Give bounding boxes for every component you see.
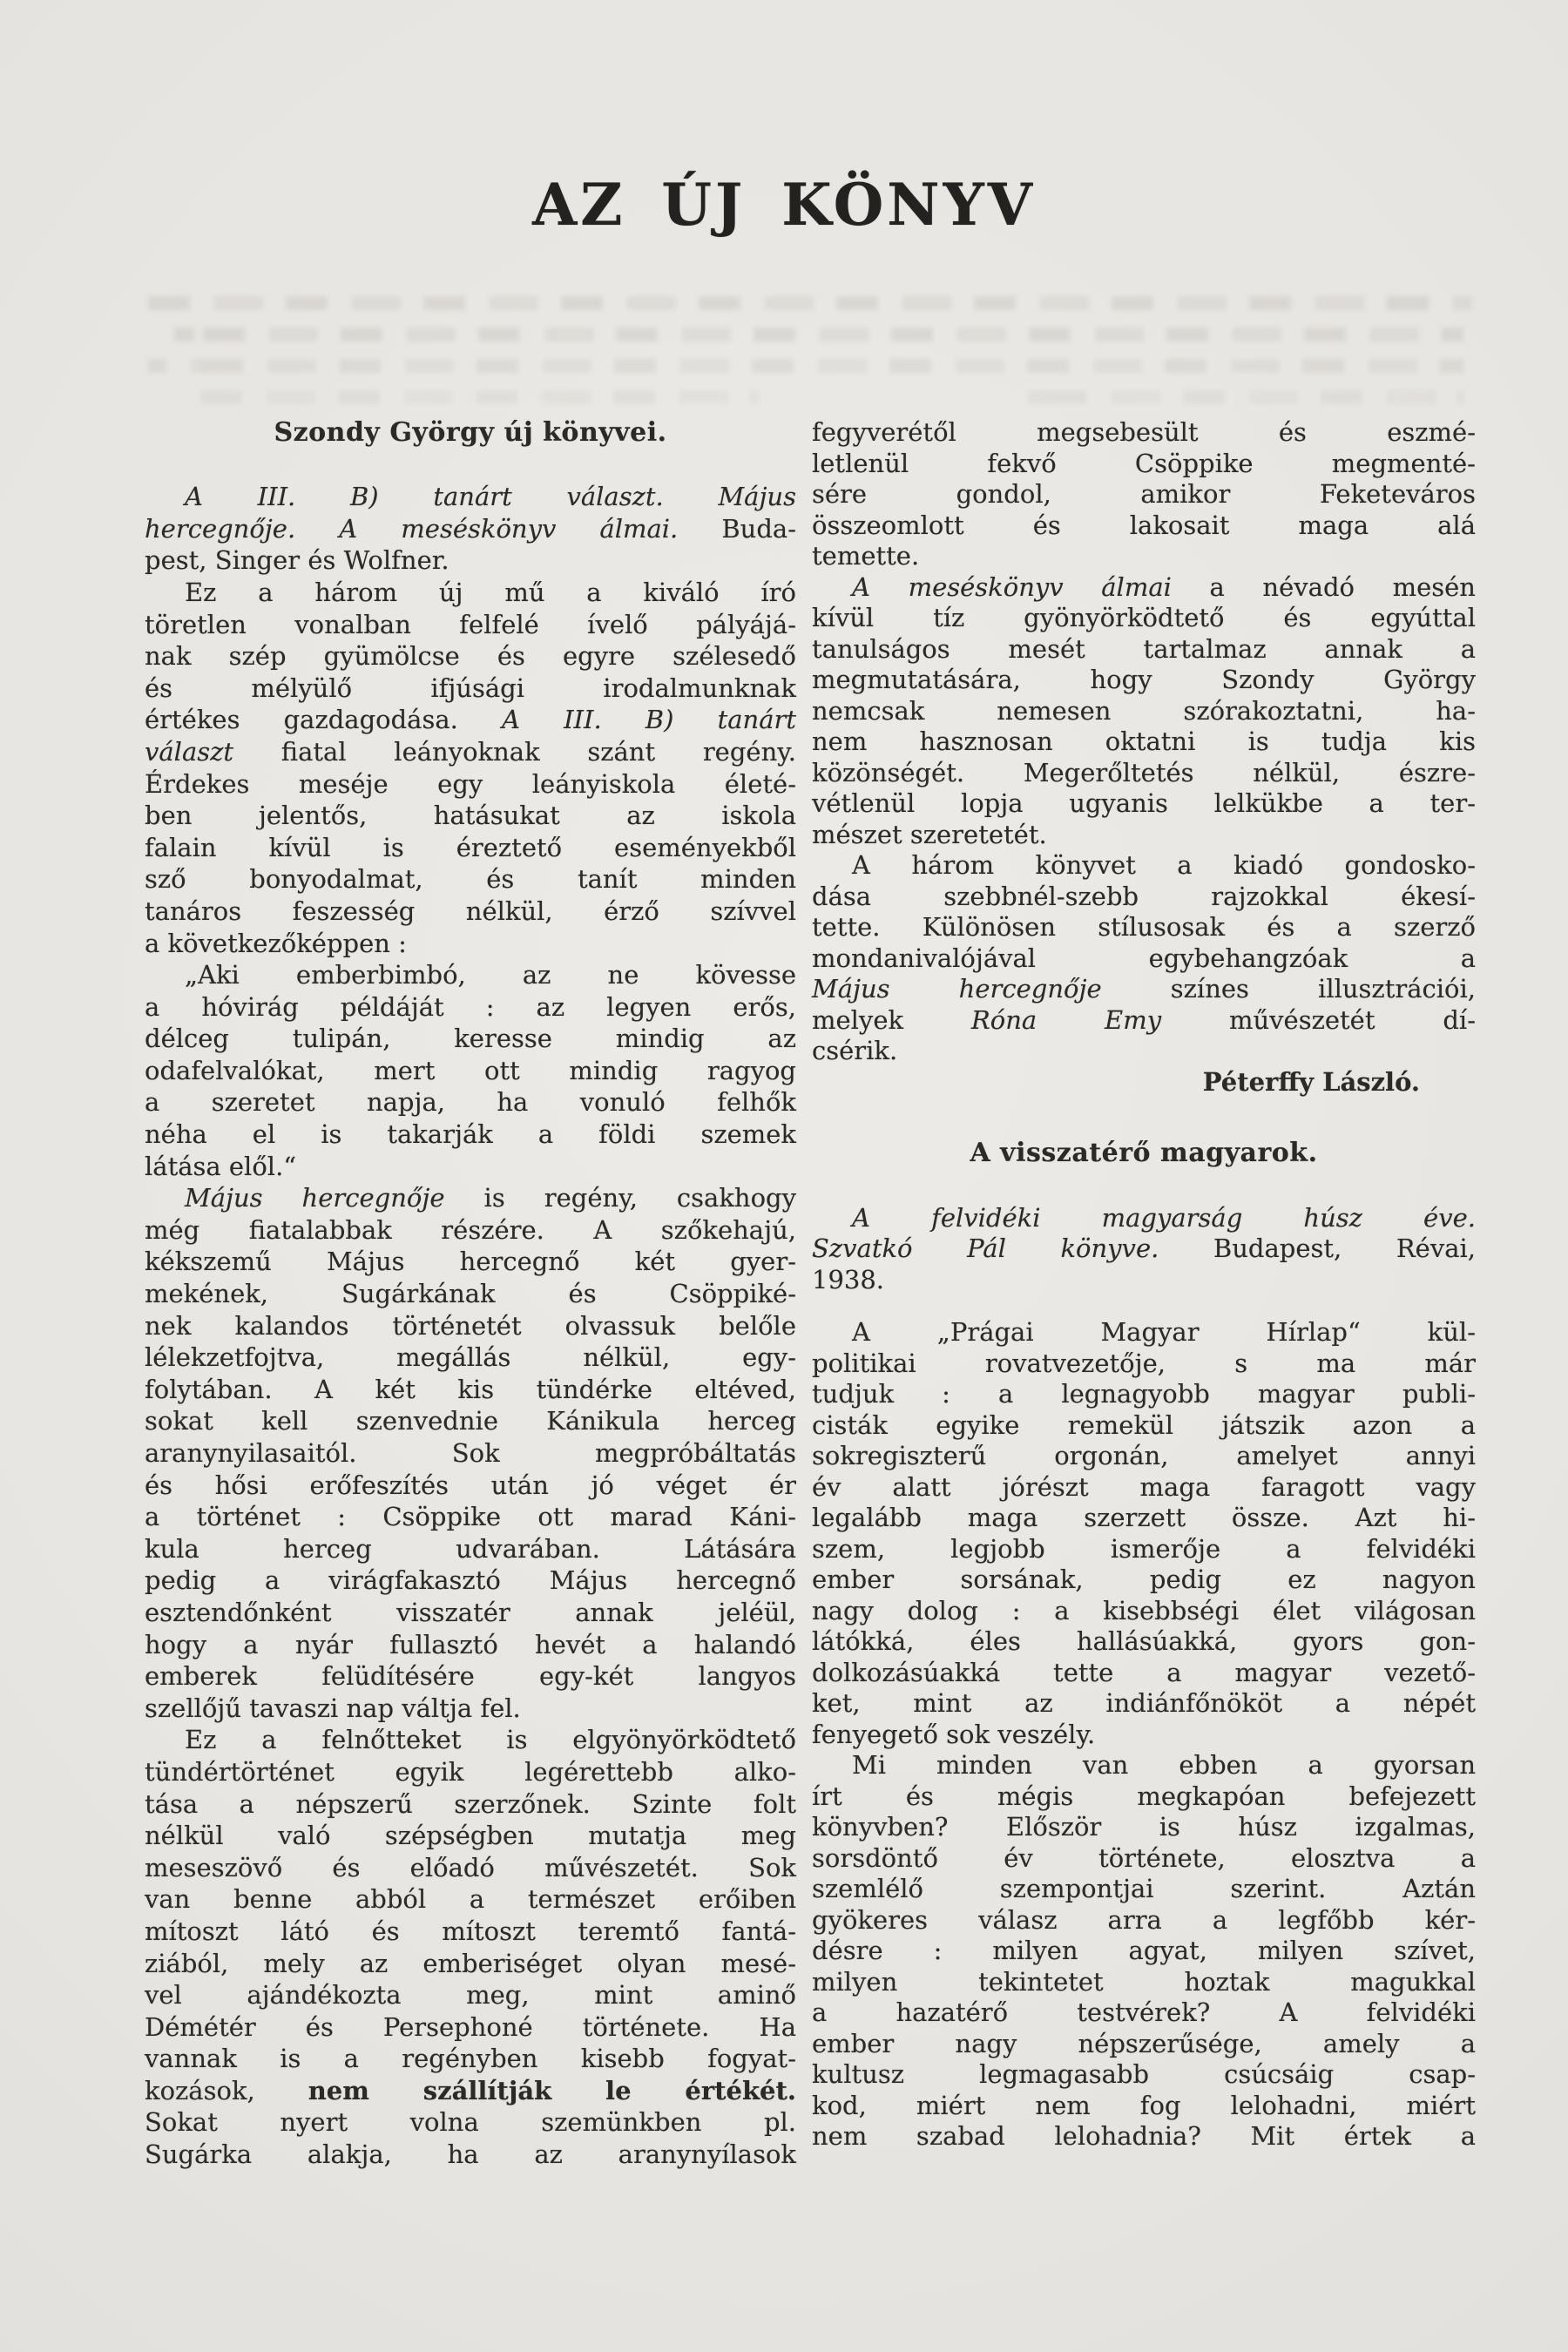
text-line	[812, 727, 1476, 758]
text-line	[812, 2059, 1476, 2091]
text-line	[145, 1693, 796, 1725]
text-line	[812, 850, 1476, 882]
text-run: ben jelentős, hatásukat az iskola	[145, 801, 796, 831]
text-run: pest, Singer és Wolfner.	[145, 545, 449, 576]
text-run: vannak is a regényben kisebb fogyat-	[145, 2044, 796, 2074]
text-run: színes illusztrációi,	[1101, 974, 1476, 1004]
text-line	[145, 1820, 796, 1852]
text-line	[145, 513, 796, 545]
text-line	[812, 1379, 1476, 1410]
text-line	[812, 912, 1476, 943]
text-run: Buda-	[678, 513, 797, 544]
bleedthrough-ghost-line	[1028, 390, 1463, 404]
text-run: ziából, mely az emberiséget olyan mesé-	[145, 1948, 796, 1978]
text-run: tette. Különösen stílusosak és a szerző	[812, 912, 1476, 942]
text-run: lélekzetfojtva, megállás nélkül, egy-	[145, 1342, 796, 1373]
text-run: dása szebbnél-szebb rajzokkal ékesí-	[812, 881, 1476, 911]
text-run: sorsdöntő év története, elosztva a	[812, 1842, 1476, 1873]
text-line	[145, 1883, 796, 1916]
text-run: Érdekes meséje egy leányiskola életé-	[145, 768, 796, 799]
text-run: milyen tekintetet hoztak magukkal	[812, 1966, 1476, 1997]
text-run: sére gondol, amikor Feketeváros	[812, 479, 1476, 509]
text-line	[812, 1534, 1476, 1565]
text-line	[812, 1750, 1476, 1781]
text-run: Ez a felnőtteket is elgyönyörködtető	[185, 1725, 796, 1755]
text-run: A három könyvet a kiadó gondosko-	[852, 850, 1476, 880]
text-run: év alatt jórészt maga faragott vagy	[812, 1471, 1476, 1502]
text-line	[145, 1246, 796, 1278]
text-run: hogy a nyár fullasztó hevét a halandó	[145, 1629, 796, 1659]
text-line	[812, 634, 1476, 666]
text-line	[145, 1470, 796, 1502]
text-run: még fiatalabbak részére. A szőkehajú,	[145, 1214, 796, 1245]
text-run: sokregiszterű orgonán, amelyet annyi	[812, 1441, 1476, 1471]
text-line	[812, 1503, 1476, 1534]
text-run: melyek	[812, 1004, 971, 1035]
text-run: a következőképpen :	[145, 928, 407, 958]
text-run: kozások,	[145, 2075, 308, 2105]
text-line	[812, 1203, 1476, 1234]
text-run: a hazatérő testvérek? A felvidéki	[812, 1997, 1476, 2028]
text-run: töretlen vonalban felfelé ívelő pályájá-	[145, 609, 796, 639]
text-line	[145, 704, 796, 736]
text-line	[145, 1501, 796, 1533]
text-run: a névadó mesén	[1171, 571, 1476, 602]
text-run: Budapest, Révai,	[1159, 1233, 1476, 1264]
text-run: művészetét dí-	[1161, 1004, 1476, 1035]
text-run: választ	[145, 736, 234, 767]
text-run: látása elől.“	[145, 1151, 297, 1181]
text-run: szellőjű tavaszi nap váltja fel.	[145, 1693, 521, 1723]
text-line	[145, 1597, 796, 1629]
text-run: és hősi erőfeszítés után jó véget ér	[145, 1470, 796, 1500]
text-run: fiatal leányoknak szánt regény.	[233, 736, 796, 767]
text-run: és mélyülő ifjúsági irodalmunknak	[145, 672, 796, 703]
text-line	[812, 1626, 1476, 1658]
text-run: sző bonyodalmat, és tanít minden	[145, 864, 796, 895]
text-run: Sugárka alakja, ha az aranynyílasok	[145, 2139, 796, 2170]
text-run: Szvatkó Pál könyve.	[812, 1233, 1159, 1264]
text-run: A „Prágai Magyar Hírlap“ kül-	[852, 1317, 1476, 1348]
text-line	[812, 2091, 1476, 2122]
text-line	[145, 1948, 796, 1980]
text-line	[145, 577, 796, 609]
text-line	[145, 609, 796, 641]
text-line	[812, 1812, 1476, 1843]
text-line	[812, 1233, 1476, 1265]
text-line	[145, 1629, 796, 1661]
text-line	[145, 1342, 796, 1374]
signature	[812, 1067, 1476, 1098]
text-line	[812, 449, 1476, 480]
text-run: aranynyilasaitól. Sok megpróbáltatás	[145, 1438, 796, 1468]
text-run: szem, legjobb ismerője a felvidéki	[812, 1533, 1476, 1564]
text-line	[812, 1997, 1476, 2029]
text-run: kívül tíz gyönyörködtető és egyúttal	[812, 603, 1476, 632]
text-run: odafelvalókat, mert ott mindig ragyog	[145, 1055, 796, 1085]
text-line	[145, 1182, 796, 1214]
text-line	[145, 417, 796, 449]
text-run: délceg tulipán, keresse mindig az	[145, 1024, 796, 1054]
text-line	[812, 417, 1476, 449]
text-run: kékszemű Május hercegnő két gyer-	[145, 1247, 796, 1277]
text-run: meseszövő és előadó művészetét. Sok	[145, 1852, 796, 1882]
bleedthrough-ghost-line	[148, 296, 1472, 310]
text-run: Szondy György új könyvei.	[274, 417, 667, 448]
text-run: 1938.	[812, 1264, 885, 1294]
text-run: mítoszt látó és mítoszt teremtő fantá-	[145, 1916, 796, 1946]
text-run: dolkozásúakká tette a magyar vezető-	[812, 1657, 1476, 1687]
right-column	[812, 417, 1476, 2153]
text-run: nek kalandos történetét olvassuk belőle	[145, 1310, 796, 1341]
text-run: tudjuk : a legnagyobb magyar publi-	[812, 1379, 1476, 1409]
text-run: a szeretet napja, ha vonuló felhők	[145, 1087, 796, 1118]
text-run: is regény, csakhogy	[444, 1183, 797, 1213]
text-run: sokat kell szenvednie Kánikula herceg	[145, 1406, 796, 1436]
text-run: esztendőnként visszatér annak jeléül,	[145, 1597, 796, 1627]
text-run: falain kívül is éreztető eseményekből	[145, 832, 796, 862]
bleedthrough-ghost-line	[200, 390, 758, 404]
text-line	[145, 832, 796, 864]
text-run: kula herceg udvarában. Látására	[145, 1533, 796, 1564]
text-line	[145, 544, 796, 577]
text-line	[145, 768, 796, 801]
text-line	[812, 1596, 1476, 1627]
text-run: emberek felüdítésére egy-két langyos	[145, 1661, 796, 1692]
text-line	[812, 1781, 1476, 1813]
bleedthrough-ghost-line	[148, 359, 1463, 373]
bleedthrough-ghost-line	[174, 328, 1463, 341]
text-run: a hóvirág példáját : az legyen erős,	[145, 991, 796, 1022]
text-run: Május hercegnője	[185, 1183, 445, 1213]
text-run: közönségét. Megerőltetés nélkül, észre-	[812, 757, 1476, 787]
text-line	[145, 1086, 796, 1119]
text-line	[145, 1023, 796, 1055]
text-run: csérik.	[812, 1036, 898, 1065]
text-line	[145, 1214, 796, 1247]
text-line	[812, 882, 1476, 913]
text-line	[812, 1967, 1476, 1998]
text-line	[812, 1317, 1476, 1348]
text-run: összeomlott és lakosait maga alá	[812, 510, 1476, 540]
text-line	[812, 1472, 1476, 1504]
text-line	[145, 1310, 796, 1342]
text-line	[145, 863, 796, 896]
text-line	[812, 479, 1476, 510]
text-line	[145, 1565, 796, 1597]
text-run: tása a népszerű szerzőnek. Szinte folt	[145, 1788, 796, 1819]
text-run: ket, mint az indiánfőnököt a népét	[812, 1688, 1476, 1719]
text-line	[145, 1756, 796, 1788]
text-run: pedig a virágfakasztó Május hercegnő	[145, 1565, 796, 1596]
text-run: cisták egyike remekül játszik azon a	[812, 1409, 1476, 1440]
text-line	[812, 1905, 1476, 1936]
text-run: szemlélő szempontjai szerint. Aztán	[812, 1874, 1476, 1904]
text-run: A meséskönyv álmai	[852, 571, 1172, 602]
text-line	[812, 510, 1476, 542]
text-run: „Aki emberbimbó, az ne kövesse	[185, 960, 796, 990]
text-line	[812, 1565, 1476, 1596]
text-run: értékes gazdagodása.	[145, 705, 502, 735]
text-line	[812, 1936, 1476, 1967]
text-line	[145, 640, 796, 672]
text-line	[145, 1916, 796, 1948]
text-run: nem hasznosan oktatni is tudja kis	[812, 727, 1476, 756]
text-line	[145, 1405, 796, 1437]
text-run: legalább maga szerzett össze. Azt hi-	[812, 1503, 1476, 1533]
text-line	[812, 943, 1476, 975]
text-line	[145, 672, 796, 705]
text-run: désre : milyen agyat, milyen szívet,	[812, 1936, 1476, 1966]
text-run: A felvidéki magyarság húsz éve.	[852, 1202, 1476, 1233]
text-run: nagy dolog : a kisebbségi élet világosan	[812, 1595, 1476, 1625]
text-line	[145, 800, 796, 832]
text-run: hercegnője. A meséskönyv álmai.	[145, 513, 679, 544]
text-run: ember sorsának, pedig ez nagyon	[812, 1565, 1476, 1595]
text-line	[145, 481, 796, 513]
text-run: a történet : Csöppike ott marad Káni-	[145, 1502, 796, 1532]
text-line	[812, 696, 1476, 727]
text-line	[812, 1265, 1476, 1296]
text-run: ember nagy népszerűsége, amely a	[812, 2028, 1476, 2058]
text-run: kultusz legmagasabb csúcsáig csap-	[812, 2059, 1476, 2090]
text-line	[145, 896, 796, 928]
text-line	[812, 665, 1476, 696]
text-run: A III. B) tanárt választ. Május	[185, 482, 796, 512]
text-line	[145, 1852, 796, 1884]
text-line	[145, 959, 796, 991]
text-line	[812, 1036, 1476, 1067]
text-run: fenyegető sok veszély.	[812, 1719, 1096, 1749]
text-run: Május hercegnője	[812, 974, 1102, 1004]
text-line	[812, 2029, 1476, 2060]
text-run: kod, miért nem fog lelohadni, miért	[812, 2090, 1476, 2120]
text-line	[812, 820, 1476, 851]
text-line	[145, 2043, 796, 2075]
text-run: folytában. A két kis tündérke eltéved,	[145, 1374, 796, 1404]
text-line	[145, 1055, 796, 1087]
text-line	[812, 1005, 1476, 1037]
text-line	[145, 1278, 796, 1310]
text-line	[812, 1874, 1476, 1905]
text-line	[812, 541, 1476, 572]
text-line	[145, 736, 796, 768]
text-run: nem szállítják le értékét.	[308, 2075, 796, 2105]
text-run: tanulságos mesét tartalmaz annak a	[812, 633, 1476, 664]
text-line	[812, 758, 1476, 789]
text-run: A visszatérő magyarok.	[970, 1138, 1318, 1169]
text-run: van benne abból a természet erőiben	[145, 1884, 796, 1915]
text-line	[145, 1533, 796, 1565]
left-column	[145, 417, 796, 2171]
text-run: megmutatására, hogy Szondy György	[812, 665, 1476, 694]
text-line	[812, 1658, 1476, 1689]
text-line	[145, 928, 796, 960]
text-run: politikai rovatvezetője, s ma már	[812, 1348, 1476, 1378]
text-line	[145, 1788, 796, 1821]
text-line	[145, 2011, 796, 2044]
text-run: Róna Emy	[970, 1004, 1162, 1035]
text-run: mondanivalójával egybehangzóak a	[812, 943, 1476, 973]
text-run: nélkül való szépségben mutatja meg	[145, 1821, 796, 1851]
text-line	[145, 1437, 796, 1470]
text-line	[812, 603, 1476, 634]
text-run: mekének, Sugárkának és Csöppiké-	[145, 1279, 796, 1309]
text-run: Mi minden van ebben a gyorsan	[852, 1750, 1476, 1781]
text-line	[812, 2121, 1476, 2153]
text-run: Sokat nyert volna szemünkben pl.	[145, 2107, 796, 2138]
page-title: AZ ÚJ KÖNYV	[532, 171, 1036, 239]
text-line	[145, 1724, 796, 1756]
text-run: tanáros feszesség nélkül, érző szívvel	[145, 896, 796, 926]
text-run: fegyverétől megsebesült és eszmé-	[812, 417, 1476, 447]
text-line	[145, 1660, 796, 1693]
text-run: gyökeres válasz arra a legfőbb kér-	[812, 1904, 1476, 1935]
text-run: Ez a három új mű a kiváló író	[185, 577, 796, 607]
text-run: néha el is takarják a földi szemek	[145, 1119, 796, 1150]
text-run: nem szabad lelohadnia? Mit értek a	[812, 2121, 1476, 2152]
text-run: írt és mégis megkapóan befejezett	[812, 1781, 1476, 1811]
text-line	[812, 788, 1476, 820]
text-run: nemcsak nemesen szórakoztatni, ha-	[812, 695, 1476, 726]
text-run: letlenül fekvő Csöppike megmenté-	[812, 448, 1476, 478]
text-run: látókká, éles hallásúakká, gyors gon-	[812, 1626, 1476, 1657]
text-run: könyvben? Először is húsz izgalmas,	[812, 1812, 1476, 1842]
text-line	[812, 1720, 1476, 1751]
text-line	[812, 1348, 1476, 1380]
text-line	[145, 2106, 796, 2139]
section-heading	[812, 1138, 1476, 1169]
text-line	[145, 2139, 796, 2171]
text-line	[145, 2075, 796, 2107]
text-line	[145, 991, 796, 1024]
text-line	[812, 974, 1476, 1005]
text-line	[812, 1688, 1476, 1720]
text-line	[812, 1410, 1476, 1442]
text-run: vétlenül lopja ugyanis lelkükbe a ter-	[812, 788, 1476, 818]
text-run: A III. B) tanárt	[502, 705, 796, 735]
text-run: Démétér és Persephoné története. Ha	[145, 2011, 796, 2042]
text-run: temette.	[812, 541, 920, 571]
text-run: mészet szeretetét.	[812, 819, 1047, 849]
text-run: vel ajándékozta meg, mint aminő	[145, 1980, 796, 2011]
text-run: nak szép gyümölcse és egyre szélesedő	[145, 641, 796, 672]
text-run: tündértörténet egyik legérettebb alko-	[145, 1756, 796, 1787]
text-line	[145, 1151, 796, 1183]
text-line	[812, 572, 1476, 604]
text-line	[812, 1843, 1476, 1875]
text-line	[145, 1374, 796, 1406]
text-line	[145, 1979, 796, 2011]
text-line	[145, 1119, 796, 1151]
text-line	[812, 1441, 1476, 1472]
text-run: Péterffy László.	[1202, 1066, 1420, 1097]
